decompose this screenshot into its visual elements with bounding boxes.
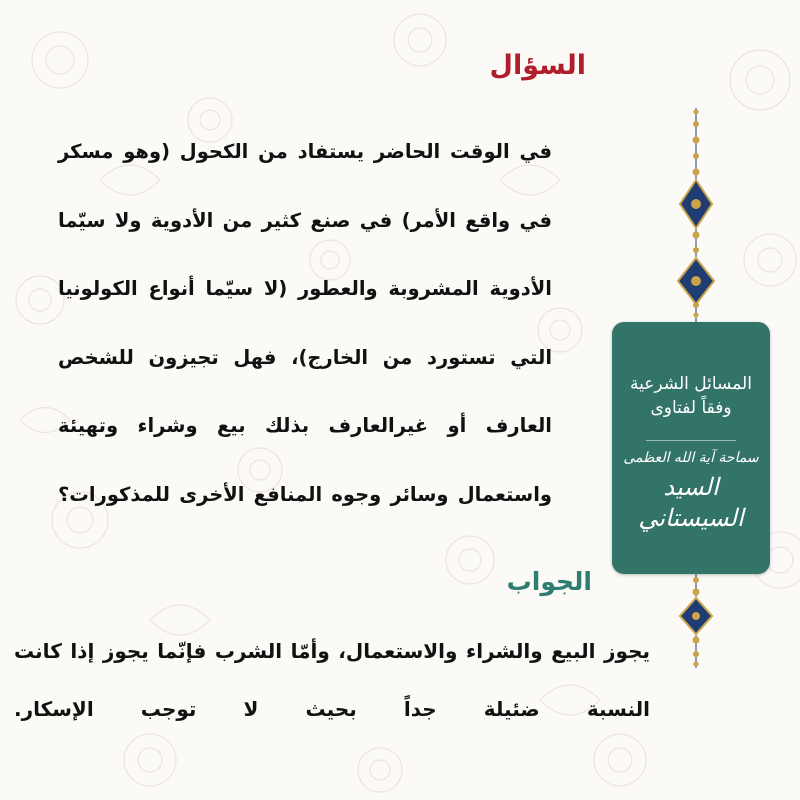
answer-title: الجواب — [506, 567, 592, 596]
badge-divider — [646, 440, 736, 441]
answer-text: يجوز البيع والشراء والاستعمال، وأمّا الشرب فإنّما يجوز إذا كانت النسبة ضئيلة جداً بحيث لا توجب الإسكار. — [14, 639, 650, 721]
badge-honorific: سماحة آية الله العظمى — [623, 450, 759, 466]
badge-title-line2: وفقاً لفتاوى — [650, 398, 732, 418]
badge-scholar-name: السيد السيستاني — [638, 473, 744, 533]
book-badge — [612, 322, 770, 574]
question-text: في الوقت الحاضر يستفاد من الكحول (وهو مسكر في واقع الأمر) في صنع كثير من الأدوية ولا سيّما الأدوية المشروبة والعطور (لا سيّما أنواع الكولونيا التي تستورد من الخارج)، فهل تجيزون للشخص العارف أو غيرالعارف بذلك بيع وشراء وتهيئة واستعمال وسائر وجوه المنافع الأخرى للمذكورات؟ — [58, 140, 552, 506]
question-title: السؤال — [489, 50, 586, 81]
badge-title-line1: المسائل الشرعية — [630, 374, 752, 394]
